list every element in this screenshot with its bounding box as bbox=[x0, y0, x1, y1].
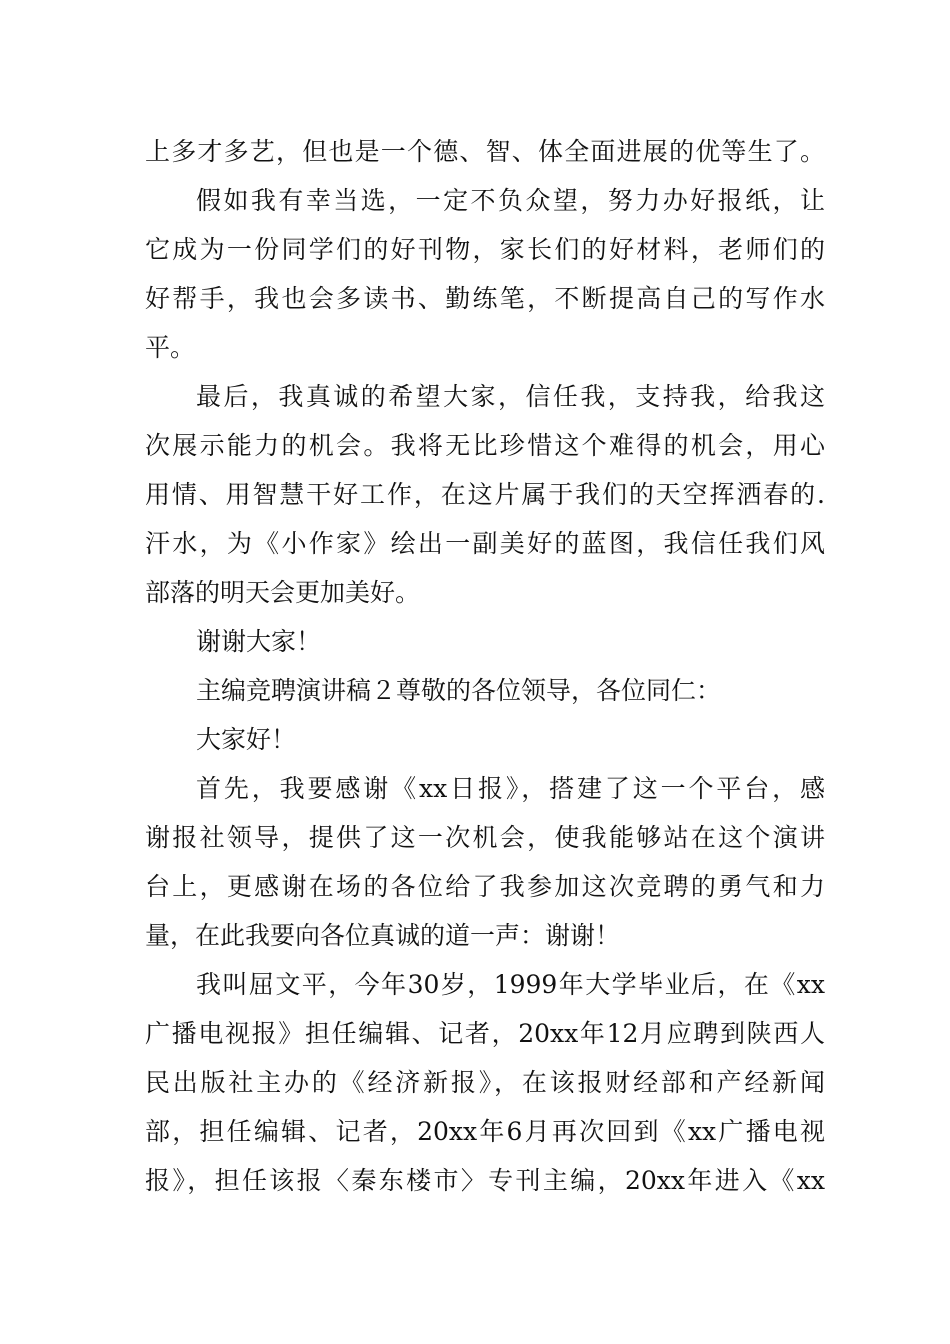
document-body bbox=[145, 127, 825, 1205]
text-line: 部，担任编辑、记者，20xx年6月再次回到《xx广播电视 bbox=[145, 1117, 825, 1146]
text-line: 部落的明天会更加美好。 bbox=[145, 578, 421, 607]
paragraph-first-line: 谢谢大家！ bbox=[196, 627, 322, 656]
paragraph-first-line: 大家好！ bbox=[196, 725, 297, 754]
text-line: 汗水，为《小作家》绘出一副美好的蓝图，我信任我们风 bbox=[145, 529, 825, 558]
text-line: 它成为一份同学们的好刊物，家长们的好材料，老师们的 bbox=[145, 235, 825, 264]
text-line: 平。 bbox=[145, 333, 196, 362]
text-line: 量，在此我要向各位真诚的道一声：谢谢！ bbox=[145, 921, 621, 950]
text-line: 上多才多艺，但也是一个德、智、体全面进展的优等生了。 bbox=[145, 137, 825, 166]
text-line: 台上，更感谢在场的各位给了我参加这次竞聘的勇气和力 bbox=[145, 872, 825, 901]
paragraph-first-line: 我叫屈文平，今年30岁，1999年大学毕业后，在《xx bbox=[196, 970, 825, 999]
text-line: 报》，担任该报〈秦东楼市〉专刊主编，20xx年进入《xx bbox=[145, 1166, 825, 1195]
text-line: 好帮手，我也会多读书、勤练笔，不断提高自己的写作水 bbox=[145, 284, 825, 313]
text-line: 民出版社主办的《经济新报》，在该报财经部和产经新闻 bbox=[145, 1068, 825, 1097]
text-line: 广播电视报》担任编辑、记者，20xx年12月应聘到陕西人 bbox=[145, 1019, 825, 1048]
text-line: 谢报社领导，提供了这一次机会，使我能够站在这个演讲 bbox=[145, 823, 825, 852]
text-line: 次展示能力的机会。我将无比珍惜这个难得的机会，用心 bbox=[145, 431, 825, 460]
paragraph-first-line: 最后，我真诚的希望大家，信任我，支持我，给我这 bbox=[196, 382, 825, 411]
text-line: 用情、用智慧干好工作，在这片属于我们的天空挥洒春的. bbox=[145, 480, 825, 509]
paragraph-first-line: 首先，我要感谢《xx日报》，搭建了这一个平台，感 bbox=[196, 774, 825, 803]
paragraph-first-line: 假如我有幸当选，一定不负众望，努力办好报纸，让 bbox=[196, 186, 825, 215]
paragraph-first-line: 主编竞聘演讲稿２尊敬的各位领导，各位同仁： bbox=[196, 676, 722, 705]
